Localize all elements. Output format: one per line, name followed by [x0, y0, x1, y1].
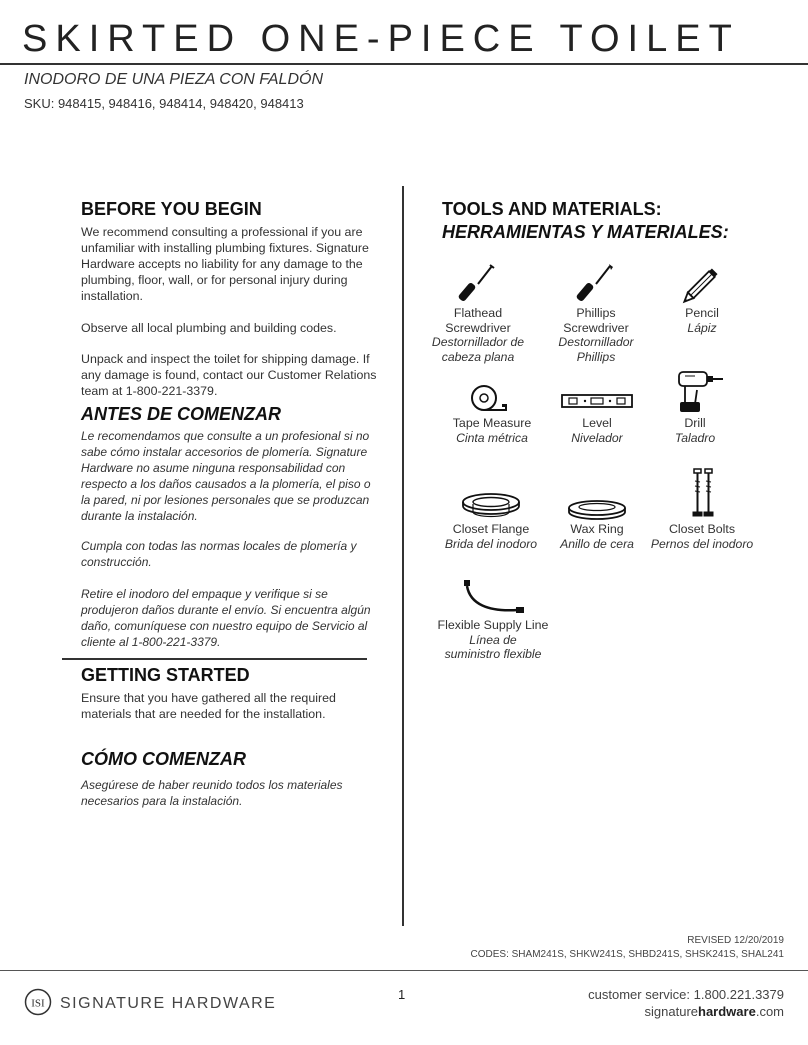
level-icon — [557, 380, 637, 416]
flathead-screwdriver-icon — [448, 262, 508, 306]
tool-name: Pencil — [685, 306, 719, 320]
page-title: SKIRTED ONE-PIECE TOILET — [22, 18, 740, 60]
section-divider — [62, 658, 367, 660]
antes-heading: ANTES DE COMENZAR — [81, 404, 282, 424]
model-codes: CODES: SHAM241S, SHKW241S, SHBD241S, SHSK241S, SHAL241 — [470, 949, 784, 960]
brand-logo — [24, 988, 52, 1021]
tool-name: Closet Bolts — [668, 522, 736, 536]
tool-name-es: Brida del inodoro — [444, 536, 538, 551]
tool-name-es: Pernos del inodoro — [650, 536, 754, 551]
page-subtitle: INODORO DE UNA PIEZA CON FALDÓN — [24, 71, 323, 88]
website-bold: hardware — [698, 1004, 756, 1019]
tools-heading: TOOLS AND MATERIALS: — [442, 199, 662, 219]
como-comenzar-paragraph: Asegúrese de haber reunido todos los materiales necesarios para la instalación. — [81, 778, 343, 808]
sku-list: SKU: 948415, 948416, 948414, 948420, 948413 — [24, 96, 304, 111]
drill-icon — [665, 366, 725, 416]
before-heading: BEFORE YOU BEGIN — [81, 199, 262, 219]
website-suffix: .com — [755, 1004, 784, 1019]
website-prefix: signature — [644, 1004, 699, 1019]
tool-name-es: Cinta métrica — [456, 430, 528, 445]
before-paragraph-3: Unpack and inspect the toilet for shipping damage. If any damage is found, contact our Customer Relations team at 1-800-221-3379. — [81, 352, 377, 398]
signature-logo-icon — [24, 988, 52, 1016]
brand-name: SIGNATURE HARDWARE — [60, 995, 277, 1012]
tool-name: Tape Measure — [452, 416, 532, 430]
tool-name-es: Destornillador de — [431, 335, 525, 349]
tool-supply-line — [413, 574, 573, 662]
before-paragraph-2: Observe all local plumbing and building codes. — [81, 321, 337, 335]
tool-name-es-2: Phillips — [576, 349, 616, 364]
tool-name: Drill — [684, 416, 706, 430]
closet-flange-icon — [456, 488, 526, 522]
tool-drill — [630, 366, 760, 445]
logo-text: ISI — [31, 997, 45, 1010]
tool-name: Closet Flange — [452, 522, 530, 536]
tape-measure-icon — [462, 380, 522, 416]
tools-heading-es: HERRAMIENTAS Y MATERIALES: — [442, 222, 729, 242]
supply-line-icon — [448, 574, 538, 618]
tool-name: Flexible Supply Line — [437, 618, 549, 632]
tool-name: Wax Ring — [570, 522, 624, 536]
antes-paragraph-2: Cumpla con todas las normas locales de plomería y construcción. — [81, 539, 357, 569]
tool-name: Phillips — [576, 306, 616, 320]
footer-divider — [0, 970, 808, 971]
tool-closet-bolts — [637, 466, 767, 551]
tool-name: Level — [582, 416, 612, 430]
wax-ring-icon — [562, 488, 632, 522]
tool-name-2: Screwdriver — [563, 320, 629, 335]
before-paragraph-1: We recommend consulting a professional if you are unfamiliar with installing plumbing fixtures. Signature Hardware accepts no liability for any damage to the plumbing, floor, wall, or for personal injury during installation. — [81, 225, 369, 303]
revised-date: REVISED 12/20/2019 — [687, 935, 784, 946]
tool-pencil — [637, 262, 767, 335]
getting-started-paragraph: Ensure that you have gathered all the required materials that are needed for the installation. — [81, 691, 336, 721]
tool-name-es: Nivelador — [571, 430, 623, 445]
tool-name-es: Anillo de cera — [560, 536, 634, 551]
column-divider — [402, 186, 404, 926]
getting-started-heading: GETTING STARTED — [81, 665, 250, 685]
phillips-screwdriver-icon — [566, 262, 626, 306]
antes-paragraph-1: Le recomendamos que consulte a un profesional si no sabe cómo instalar accesorios de plomería. Signature Hardware no asume ninguna responsabilidad con respecto a los daños causados a la plomería, el piso o la pared, ni por lesiones personales que se produzcan durante la instalación. — [81, 429, 371, 523]
title-divider — [0, 63, 808, 65]
tool-name-es: Taladro — [674, 430, 716, 445]
closet-bolts-icon — [672, 466, 732, 522]
como-comenzar-heading: CÓMO COMENZAR — [81, 749, 246, 769]
customer-service: customer service: 1.800.221.3379 — [588, 987, 784, 1002]
page-number: 1 — [398, 987, 406, 1002]
tool-name-es: Lápiz — [687, 320, 717, 335]
tool-name-es: Destornillador — [558, 335, 634, 349]
website-link[interactable] — [645, 1004, 784, 1019]
tool-name: Flathead — [453, 306, 503, 320]
pencil-icon — [672, 262, 732, 306]
tool-name-2: Screwdriver — [445, 320, 511, 335]
tool-name-es-2: cabeza plana — [441, 349, 515, 364]
tool-name-es: Línea de — [469, 632, 517, 647]
tool-name-es-2: suministro flexible — [444, 647, 542, 661]
antes-paragraph-3: Retire el inodoro del empaque y verifique si se produjeron daños durante el envío. Si encuentra algún daño, comuníquese con nuestro equipo de Servicio al cliente al 1-800-221-3379. — [81, 587, 371, 649]
tool-flathead-screwdriver — [413, 262, 543, 364]
